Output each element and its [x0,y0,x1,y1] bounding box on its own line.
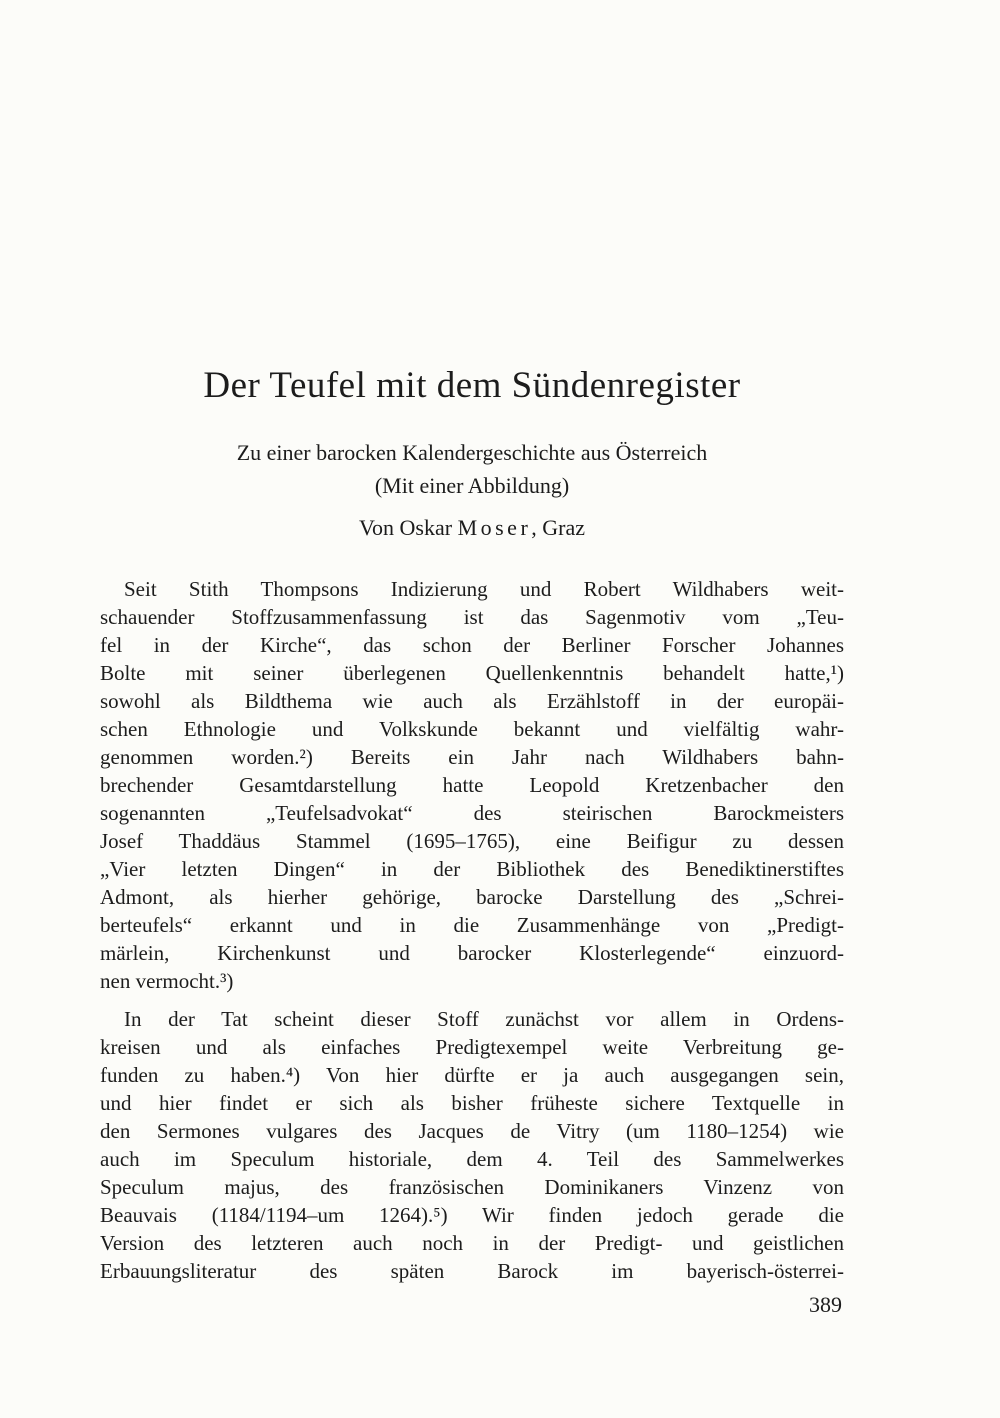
article-subtitle-note: (Mit einer Abbildung) [374,473,570,499]
text-line: In der Tat scheint dieser Stoff zunächst vor allem in Ordens- [124,1006,844,1031]
text-line: fel in der Kirche“, das schon der Berliner Forscher Johannes [100,632,844,657]
body-text [100,575,844,1285]
text-line: kreisen und als einfaches Predigtexempel weite Verbreitung ge- [100,1034,844,1059]
byline-suffix: , Graz [531,515,586,541]
text-line: schen Ethnologie und Volkskunde bekannt und vielfältig wahr- [100,716,844,741]
byline-prefix: Von Oskar [358,515,458,541]
text-line: Josef Thaddäus Stammel (1695–1765), eine Beifigur zu dessen [100,828,844,853]
text-line: schauender Stoffzusammenfassung ist das Sagenmotiv vom „Teu- [100,604,844,629]
text-line: Admont, als hierher gehörige, barocke Darstellung des „Schrei- [100,884,844,909]
text-line: Seit Stith Thompsons Indizierung und Robert Wildhabers weit- [124,576,844,601]
text-line: brechender Gesamtdarstellung hatte Leopold Kretzenbacher den [100,772,844,797]
text-line: sogenannten „Teufelsadvokat“ des steirischen Barockmeisters [100,800,844,825]
text-line: den Sermones vulgares des Jacques de Vitry (um 1180–1254) wie [100,1118,844,1143]
text-line: genommen worden.²) Bereits ein Jahr nach Wildhabers bahn- [100,744,844,769]
text-line: Erbauungsliteratur des späten Barock im bayerisch-österrei- [100,1258,844,1283]
text-line: auch im Speculum historiale, dem 4. Teil des Sammelwerkes [100,1146,844,1171]
article-title: Der Teufel mit dem Sündenregister [203,365,741,406]
paragraph [100,1005,844,1285]
author-byline [100,515,844,541]
text-line: Bolte mit seiner überlegenen Quellenkenntnis behandelt hatte,¹) [100,660,844,685]
author-name: Moser [457,515,532,541]
text-line: Speculum majus, des französischen Dominikaners Vinzenz von [100,1174,844,1199]
text-line: sowohl als Bildthema wie auch als Erzählstoff in der europäi- [100,688,844,713]
text-line: Beauvais (1184/1194–um 1264).⁵) Wir finden jedoch gerade die [100,1202,844,1227]
page-number: 389 [809,1292,842,1317]
text-line: „Vier letzten Dingen“ in der Bibliothek des Benediktinerstiftes [100,856,844,881]
article-subtitle: Zu einer barocken Kalendergeschichte aus Österreich [236,439,708,465]
text-line: nen vermocht.³) [100,968,234,993]
text-line: märlein, Kirchenkunst und barocker Klosterlegende“ einzuord- [100,940,844,965]
text-block [100,0,844,1418]
text-line: Version des letzteren auch noch in der Predigt- und geistlichen [100,1230,844,1255]
text-line: funden zu haben.⁴) Von hier dürfte er ja auch ausgegangen sein, [100,1062,844,1087]
paragraph [100,575,844,995]
text-line: berteufels“ erkannt und in die Zusammenhänge von „Predigt- [100,912,844,937]
text-line: und hier findet er sich als bisher früheste sichere Textquelle in [100,1090,844,1115]
